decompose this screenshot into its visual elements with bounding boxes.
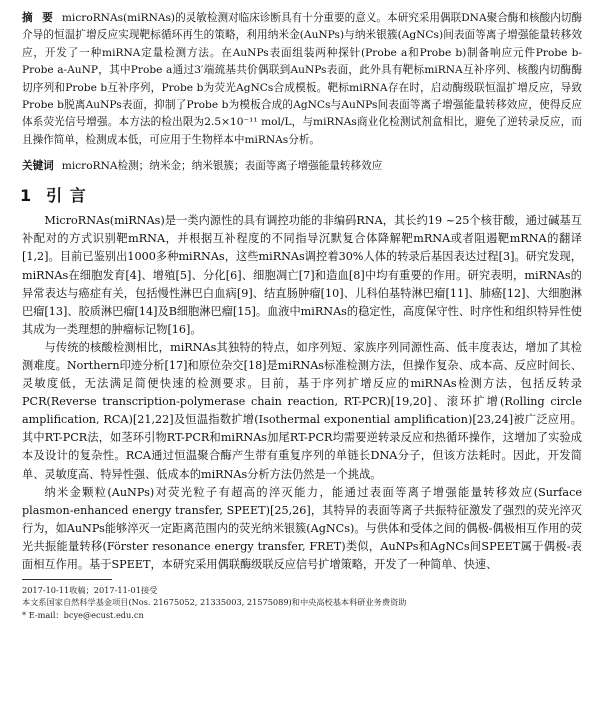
footnote-funding: 本文系国家自然科学基金项目(Nos. 21675052, 21335003, 21575089)和中央高校基本科研业务费资助: [22, 597, 407, 608]
keywords-label: 关键词: [22, 160, 54, 173]
footnote-email: * E-mail：bcye@ecust.edu.cn: [22, 609, 144, 620]
keywords: [22, 158, 582, 175]
section-heading: [20, 183, 582, 206]
body-paragraph-1: MicroRNAs(miRNAs)是一类内源性的具有调控功能的非编码RNA，其长约19 ~25个核苷酸，通过碱基互补配对的方式识别靶mRNA，并根据互补程度的不同指导沉默复合体降解靶mRNA或者阻遏靶mRNA的翻译[1,2]。目前已鉴别出1000多种miRNAs，这些miRNAs调控着30%人体的转录后基因表达过程[3]。研究发现，miRNAs在细胞发育[4]、增殖[5]、分化[6]、细胞凋亡[7]和造血[8]中均有重要的作用。研究表明，miRNAs的异常表达与癌症有关，包括慢性淋巴白血病[9]、结直肠肿瘤[10]、儿科伯基特淋巴瘤[11]、肺癌[12]、大细胞淋巴瘤[13]、胶质淋巴瘤[14]及B细胞淋巴瘤[15]。血液中miRNAs的稳定性，高度保守性、时序性和组织特异性使其成为一类理想的肿瘤标记物[16]。: [22, 214, 582, 336]
keywords-text: microRNA检测；纳米金；纳米银簇；表面等离子增强能量转移效应: [61, 160, 383, 173]
footnotes: [22, 584, 582, 621]
body-paragraph-2: 与传统的核酸检测相比，miRNAs其独特的特点，如序列短、家族序列同源性高、低丰度表达，增加了其检测难度。Northern印迹分析[17]和原位杂交[18]是miRNAs标准检测方法，但操作复杂、成本高、反应时间长、灵敏度低，无法满足简便快速的检测要求。目前，基于序列扩增反应的miRNAs检测方法，包括反转录PCR(Reverse transcription-polymerase chain reaction, RT-PCR)[19,20]、滚环扩增(Rolling circle amplification, RCA)[21,22]及恒温指数扩增(Isothermal exponential amplification)[23,24]被广泛应用。其中RT-PCR法，如茎环引物RT-PCR和miRNAs加尾RT-PCR均需要逆转录反应和热循环操作，这增加了实验成本及设计的复杂性。RCA通过恒温聚合酶产生带有重复序列的单链长DNA分子，但该方法耗时。因此，开发简单、灵敏度高、特异性强、低成本的miRNAs分析方法仍然是一个挑战。: [22, 340, 582, 481]
section-title: 引 言: [46, 186, 87, 206]
body-paragraph-3: 纳米金颗粒(AuNPs)对荧光粒子有超高的淬灭能力，能通过表面等离子增强能量转移效应(Surface plasmon-enhanced energy transfer, SPEET)[25,26]，其特异的表面等离子共振特征激发了强烈的荧光淬灭行为，如AuNPs能够淬灭一定距离范围内的荧光纳米银簇(AgNCs)。与供体和受体之间的偶极-偶极相互作用的荧光共振能量转移(Förster resonance energy transfer, FRET)类似，AuNPs和AgNCs间SPEET属于偶极-表面相互作用。基于SPEET，本研究采用偶联酶级联反应信号扩增策略，开发了一种简单、快速、: [22, 485, 582, 572]
abstract-text: microRNAs(miRNAs)的灵敏检测对临床诊断具有十分重要的意义。本研究采用偶联DNA聚合酶和核酸内切酶介导的恒温扩增反应实现靶标循环再生的策略，利用纳米金(AuNPs)与纳米银簇(AgNCs)间表面等离子增强能量转移效应，开发了一种miRNA定量检测方法。在AuNPs表面组装两种探针(Probe a和Probe b)制备响应元件Probe b-Probe a-AuNP，其中Probe a通过3′端巯基共价偶联到AuNPs表面，此外具有靶标miRNA互补序列、核酸内切酶酶切序列和Probe b互补序列，Probe b为荧光AgNCs合成模板。靶标miRNA存在时，启动酶级联恒温扩增反应，导致Probe b脱离AuNPs表面，抑制了Probe b为模板合成的AgNCs与AuNPs间表面等离子增强能量转移效应，使得反应体系荧光信号增强。本方法的检出限为2.5×10⁻¹¹ mol/L，与miRNAs商业化检测试剂盒相比，避免了逆转录反应，而且操作简单，检测成本低，可应用于生物样本中miRNAs分析。: [22, 12, 582, 146]
section-number: 1: [20, 186, 33, 206]
abstract-label: 摘 要: [22, 12, 56, 24]
abstract: [22, 10, 582, 149]
footnote-dates: 2017-10-11收稿；2017-11-01接受: [22, 585, 158, 596]
footnote-divider: [22, 579, 112, 580]
